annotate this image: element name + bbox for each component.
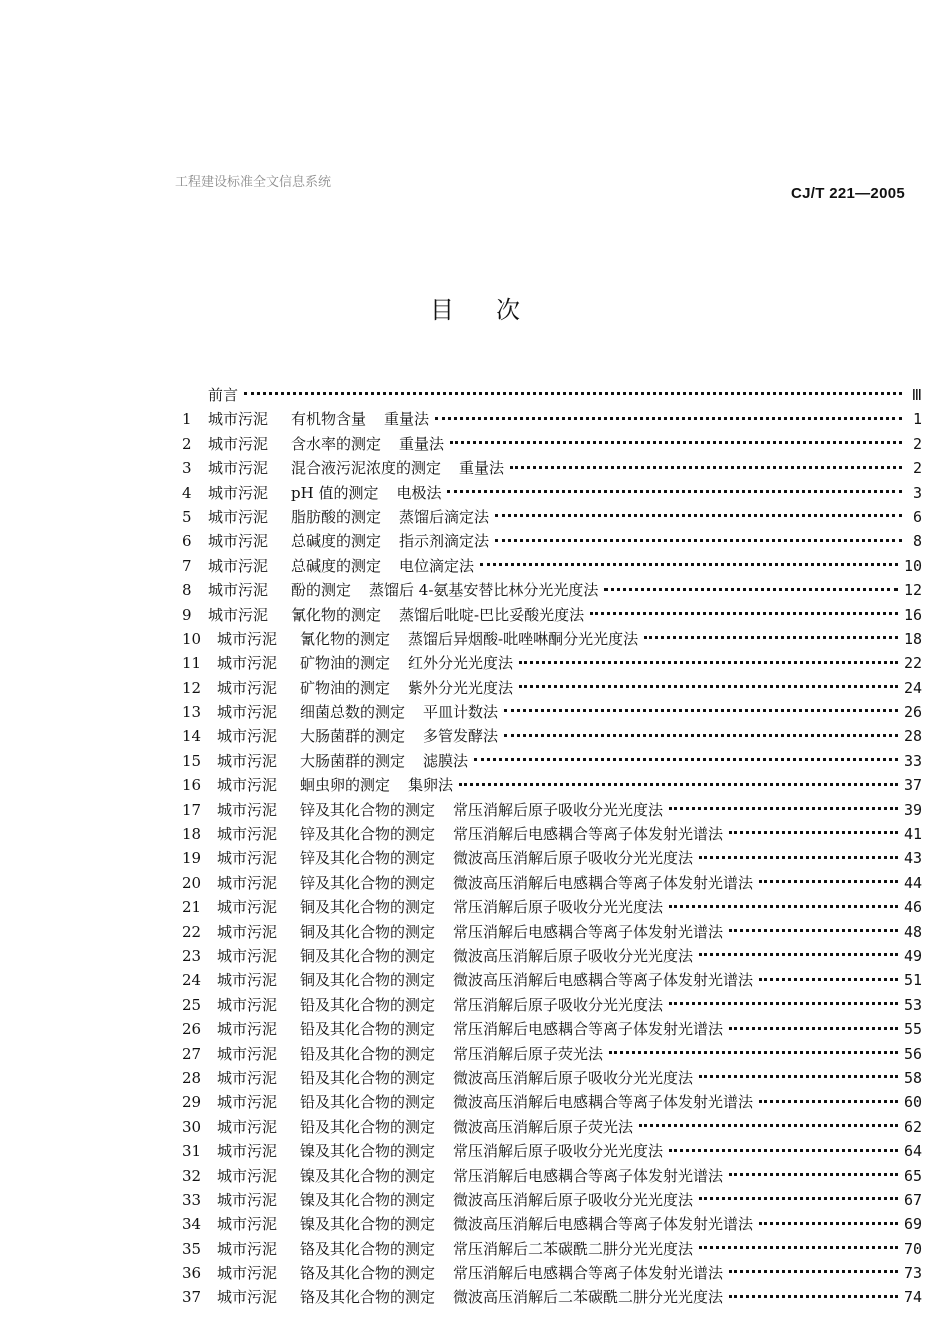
toc-entry[interactable] — [182, 1164, 922, 1188]
toc-leader-dots — [590, 612, 898, 615]
toc-entry-item: 铅及其化合物的测定 — [300, 1093, 436, 1112]
table-of-contents — [182, 383, 922, 1310]
toc-entry-item: 铅及其化合物的测定 — [300, 1020, 436, 1039]
toc-entry-subject: 城市污泥 — [217, 1190, 278, 1209]
toc-entry[interactable] — [182, 700, 922, 724]
toc-leader-dots — [729, 1173, 898, 1176]
toc-entry[interactable] — [182, 1212, 922, 1236]
toc-entry-number: 34 — [182, 1215, 202, 1234]
toc-entry-page: 53 — [903, 995, 922, 1014]
toc-entry-item: pH 值的测定 — [291, 483, 379, 502]
toc-entry-subject: 城市污泥 — [217, 849, 278, 868]
toc-entry-subject: 城市污泥 — [217, 800, 278, 819]
toc-entry-page: 55 — [903, 1020, 922, 1039]
toc-entry-page: 24 — [903, 678, 922, 697]
toc-entry[interactable] — [182, 773, 922, 797]
toc-entry[interactable] — [182, 676, 922, 700]
toc-entry-method: 微波高压消解后电感耦合等离子体发射光谱法 — [453, 1093, 754, 1112]
toc-entry-page: 16 — [903, 605, 922, 624]
toc-entry-item: 镍及其化合物的测定 — [300, 1142, 436, 1161]
toc-entry-item: 铜及其化合物的测定 — [300, 922, 436, 941]
toc-entry-item: 锌及其化合物的测定 — [300, 849, 436, 868]
toc-entry-number: 29 — [182, 1093, 202, 1112]
toc-entry-number: 35 — [182, 1239, 202, 1258]
toc-entry-item: 铬及其化合物的测定 — [300, 1239, 436, 1258]
toc-leader-dots — [729, 1027, 898, 1030]
toc-entry-item: 锌及其化合物的测定 — [300, 825, 436, 844]
toc-entry-item: 氰化物的测定 — [291, 605, 382, 624]
toc-entry-page: 41 — [903, 825, 922, 844]
toc-entry-subject: 城市污泥 — [217, 946, 278, 965]
toc-entry-page: 67 — [903, 1190, 922, 1209]
toc-entry-page: 49 — [903, 946, 922, 965]
toc-leader-dots — [759, 978, 898, 981]
toc-entry-page: 26 — [903, 703, 922, 722]
toc-entry-item: 总碱度的测定 — [291, 556, 382, 575]
toc-entry-subject: 城市污泥 — [217, 776, 278, 795]
toc-entry-subject: 城市污泥 — [217, 703, 278, 722]
toc-entry-method: 平皿计数法 — [423, 703, 499, 722]
toc-entry-page: 48 — [903, 922, 922, 941]
toc-leader-dots — [519, 661, 898, 664]
toc-entry-subject: 城市污泥 — [208, 483, 269, 502]
toc-entry-subject: 城市污泥 — [217, 727, 278, 746]
toc-entry-number: 24 — [182, 971, 202, 990]
toc-entry-subject: 城市污泥 — [217, 1264, 278, 1283]
toc-leader-dots — [504, 709, 898, 712]
toc-entry-number: 36 — [182, 1264, 202, 1283]
toc-leader-dots — [669, 807, 898, 810]
toc-entry[interactable] — [182, 1042, 922, 1066]
toc-entry-subject: 城市污泥 — [217, 995, 278, 1014]
toc-entry-page: 62 — [903, 1117, 922, 1136]
toc-entry-page: 46 — [903, 898, 922, 917]
toc-entry[interactable] — [182, 1115, 922, 1139]
toc-entry-page: 58 — [903, 1068, 922, 1087]
toc-entry-page: 18 — [903, 629, 922, 648]
toc-entry-method: 重量法 — [459, 459, 505, 478]
toc-entry-number: 18 — [182, 825, 202, 844]
toc-entry-method: 微波高压消解后电感耦合等离子体发射光谱法 — [453, 971, 754, 990]
toc-entry-method: 滤膜法 — [423, 751, 469, 770]
toc-entry-subject: 城市污泥 — [208, 410, 269, 429]
toc-entry-page: 74 — [903, 1288, 922, 1307]
toc-entry-number: 11 — [182, 654, 202, 673]
toc-entry-number: 19 — [182, 849, 202, 868]
toc-entry-number: 1 — [182, 410, 192, 429]
toc-entry-page: 12 — [903, 581, 922, 600]
toc-entry-number: 21 — [182, 898, 202, 917]
toc-entry-subject: 前言 — [208, 386, 239, 404]
toc-leader-dots — [639, 1124, 898, 1127]
toc-entry-method: 常压消解后原子吸收分光光度法 — [453, 1142, 664, 1161]
toc-leader-dots — [244, 392, 902, 395]
toc-leader-dots — [495, 514, 902, 517]
toc-entry-item: 氰化物的测定 — [300, 629, 391, 648]
toc-entry-subject: 城市污泥 — [217, 1166, 278, 1185]
toc-entry-subject: 城市污泥 — [208, 434, 269, 453]
toc-leader-dots — [699, 1197, 898, 1200]
toc-entry-method: 微波高压消解后原子吸收分光光度法 — [453, 849, 694, 868]
toc-entry-page: 60 — [903, 1093, 922, 1112]
toc-entry-number: 23 — [182, 946, 202, 965]
toc-leader-dots — [759, 1100, 898, 1103]
toc-entry-method: 常压消解后原子吸收分光光度法 — [453, 800, 664, 819]
page-title: 目次 — [430, 296, 562, 324]
toc-entry-method: 重量法 — [384, 410, 430, 429]
toc-entry[interactable] — [182, 1285, 922, 1309]
toc-entry[interactable] — [182, 724, 922, 748]
toc-entry-item: 锌及其化合物的测定 — [300, 800, 436, 819]
toc-entry-page: 39 — [903, 800, 922, 819]
toc-entry-number: 20 — [182, 873, 202, 892]
toc-entry-page: 51 — [903, 971, 922, 990]
toc-entry-method: 指示剂滴定法 — [399, 532, 490, 551]
toc-entry-page: 37 — [903, 776, 922, 795]
toc-leader-dots — [495, 539, 902, 542]
toc-entry-method: 多管发酵法 — [423, 727, 499, 746]
toc-entry-item: 铜及其化合物的测定 — [300, 971, 436, 990]
toc-entry-item: 细菌总数的测定 — [300, 703, 406, 722]
toc-leader-dots — [729, 831, 898, 834]
toc-entry-method: 常压消解后原子荧光法 — [453, 1044, 604, 1063]
toc-leader-dots — [604, 588, 898, 591]
toc-leader-dots — [435, 417, 902, 420]
toc-entry-method: 微波高压消解后原子吸收分光光度法 — [453, 946, 694, 965]
toc-entry-item: 铅及其化合物的测定 — [300, 995, 436, 1014]
toc-entry-page: 44 — [903, 873, 922, 892]
toc-entry-item: 铅及其化合物的测定 — [300, 1117, 436, 1136]
toc-entry[interactable] — [182, 944, 922, 968]
toc-entry[interactable] — [182, 432, 922, 456]
toc-entry-page: 10 — [903, 556, 922, 575]
toc-entry-method: 集卵法 — [408, 776, 454, 795]
toc-entry-subject: 城市污泥 — [217, 751, 278, 770]
toc-entry-item: 锌及其化合物的测定 — [300, 873, 436, 892]
toc-entry-page: 56 — [903, 1044, 922, 1063]
toc-entry[interactable] — [182, 920, 922, 944]
toc-entry-method: 红外分光光度法 — [408, 654, 514, 673]
toc-entry-page: 33 — [903, 751, 922, 770]
toc-entry-subject: 城市污泥 — [217, 1288, 278, 1307]
toc-entry-subject: 城市污泥 — [217, 873, 278, 892]
toc-entry[interactable] — [182, 383, 922, 407]
toc-entry-page: 43 — [903, 849, 922, 868]
toc-entry-number: 31 — [182, 1142, 202, 1161]
toc-entry[interactable] — [182, 1017, 922, 1041]
toc-leader-dots — [609, 1051, 898, 1054]
toc-entry-subject: 城市污泥 — [217, 1117, 278, 1136]
toc-leader-dots — [699, 1246, 898, 1249]
toc-entry-subject: 城市污泥 — [208, 459, 269, 478]
toc-entry-method: 微波高压消解后原子吸收分光光度法 — [453, 1190, 694, 1209]
toc-entry-method: 常压消解后电感耦合等离子体发射光谱法 — [453, 1264, 724, 1283]
toc-leader-dots — [474, 758, 898, 761]
toc-entry-method: 常压消解后原子吸收分光光度法 — [453, 898, 664, 917]
toc-entry-method: 重量法 — [399, 434, 445, 453]
toc-entry-page: 69 — [903, 1215, 922, 1234]
toc-entry-item: 脂肪酸的测定 — [291, 507, 382, 526]
toc-entry-method: 电极法 — [396, 483, 442, 502]
toc-entry-page: 6 — [912, 507, 922, 526]
toc-leader-dots — [644, 636, 898, 639]
toc-leader-dots — [699, 1075, 898, 1078]
toc-entry-page: Ⅲ — [911, 386, 922, 404]
toc-entry-number: 7 — [182, 556, 192, 575]
toc-entry[interactable] — [182, 481, 922, 505]
toc-entry-method: 蒸馏后异烟酸-吡唑啉酮分光光度法 — [408, 629, 639, 648]
toc-entry-method: 常压消解后电感耦合等离子体发射光谱法 — [453, 825, 724, 844]
toc-entry[interactable] — [182, 846, 922, 870]
toc-entry-item: 有机物含量 — [291, 410, 367, 429]
toc-entry-page: 64 — [903, 1142, 922, 1161]
toc-entry-number: 37 — [182, 1288, 202, 1307]
toc-entry-number: 30 — [182, 1117, 202, 1136]
toc-entry-number: 10 — [182, 629, 202, 648]
toc-leader-dots — [699, 953, 898, 956]
toc-entry-page: 65 — [903, 1166, 922, 1185]
toc-entry-subject: 城市污泥 — [217, 629, 278, 648]
toc-entry-page: 22 — [903, 654, 922, 673]
toc-entry-number: 12 — [182, 678, 202, 697]
toc-entry-method: 常压消解后二苯碳酰二肼分光光度法 — [453, 1239, 694, 1258]
toc-entry[interactable] — [182, 968, 922, 992]
toc-entry-method: 微波高压消解后二苯碳酰二肼分光光度法 — [453, 1288, 724, 1307]
toc-leader-dots — [729, 1270, 898, 1273]
toc-entry[interactable] — [182, 603, 922, 627]
toc-entry-item: 镍及其化合物的测定 — [300, 1190, 436, 1209]
toc-entry-method: 常压消解后电感耦合等离子体发射光谱法 — [453, 1020, 724, 1039]
toc-entry-subject: 城市污泥 — [217, 1239, 278, 1258]
toc-entry-subject: 城市污泥 — [217, 1068, 278, 1087]
toc-entry-method: 蒸馏后滴定法 — [399, 507, 490, 526]
toc-leader-dots — [669, 905, 898, 908]
toc-leader-dots — [669, 1149, 898, 1152]
toc-entry-method: 蒸馏后吡啶-巴比妥酸光度法 — [399, 605, 585, 624]
toc-entry-item: 大肠菌群的测定 — [300, 751, 406, 770]
toc-leader-dots — [459, 783, 898, 786]
toc-leader-dots — [510, 466, 902, 469]
toc-entry-page: 8 — [912, 532, 922, 551]
toc-entry-item: 铜及其化合物的测定 — [300, 898, 436, 917]
toc-entry-method: 常压消解后原子吸收分光光度法 — [453, 995, 664, 1014]
toc-entry[interactable] — [182, 1090, 922, 1114]
toc-entry-method: 微波高压消解后电感耦合等离子体发射光谱法 — [453, 873, 754, 892]
toc-leader-dots — [759, 880, 898, 883]
toc-entry-page: 73 — [903, 1264, 922, 1283]
toc-entry-subject: 城市污泥 — [208, 581, 269, 600]
toc-entry[interactable] — [182, 1139, 922, 1163]
toc-entry-page: 1 — [912, 410, 922, 429]
toc-entry-page: 28 — [903, 727, 922, 746]
toc-entry-number: 13 — [182, 703, 202, 722]
toc-leader-dots — [669, 1002, 898, 1005]
toc-entry-item: 矿物油的测定 — [300, 654, 391, 673]
toc-leader-dots — [519, 685, 898, 688]
toc-entry-method: 常压消解后电感耦合等离子体发射光谱法 — [453, 922, 724, 941]
toc-leader-dots — [729, 929, 898, 932]
toc-entry-subject: 城市污泥 — [217, 1020, 278, 1039]
toc-entry-item: 蛔虫卵的测定 — [300, 776, 391, 795]
standard-number: CJ/T 221—2005 — [791, 185, 905, 202]
toc-entry-page: 3 — [912, 483, 922, 502]
toc-entry-method: 常压消解后电感耦合等离子体发射光谱法 — [453, 1166, 724, 1185]
toc-entry[interactable] — [182, 822, 922, 846]
toc-leader-dots — [729, 1295, 898, 1298]
toc-leader-dots — [759, 1222, 898, 1225]
toc-leader-dots — [699, 856, 898, 859]
toc-entry-number: 26 — [182, 1020, 202, 1039]
toc-entry[interactable] — [182, 554, 922, 578]
toc-entry[interactable] — [182, 529, 922, 553]
toc-entry[interactable] — [182, 1237, 922, 1261]
toc-entry-number: 22 — [182, 922, 202, 941]
toc-entry-number: 3 — [182, 459, 192, 478]
toc-entry[interactable] — [182, 627, 922, 651]
toc-entry-number: 4 — [182, 483, 192, 502]
watermark-text: 工程建设标准全文信息系统 — [175, 175, 332, 190]
toc-entry-item: 铅及其化合物的测定 — [300, 1068, 436, 1087]
toc-leader-dots — [480, 563, 898, 566]
toc-entry-item: 铅及其化合物的测定 — [300, 1044, 436, 1063]
toc-entry-number: 17 — [182, 800, 202, 819]
toc-entry[interactable] — [182, 871, 922, 895]
toc-entry-item: 总碱度的测定 — [291, 532, 382, 551]
toc-entry-number: 2 — [182, 434, 192, 453]
toc-entry-method: 微波高压消解后原子荧光法 — [453, 1117, 634, 1136]
toc-entry-subject: 城市污泥 — [217, 1215, 278, 1234]
toc-entry[interactable] — [182, 749, 922, 773]
toc-entry-item: 大肠菌群的测定 — [300, 727, 406, 746]
toc-entry-number: 8 — [182, 581, 192, 600]
toc-entry[interactable] — [182, 1261, 922, 1285]
toc-entry[interactable] — [182, 1066, 922, 1090]
toc-entry-number: 32 — [182, 1166, 202, 1185]
toc-entry-method: 蒸馏后 4-氨基安替比林分光光度法 — [369, 581, 599, 600]
toc-entry-number: 14 — [182, 727, 202, 746]
toc-entry-item: 矿物油的测定 — [300, 678, 391, 697]
toc-entry-number: 16 — [182, 776, 202, 795]
toc-entry-subject: 城市污泥 — [208, 605, 269, 624]
toc-entry-number: 25 — [182, 995, 202, 1014]
toc-entry-number: 5 — [182, 507, 192, 526]
toc-entry-item: 铜及其化合物的测定 — [300, 946, 436, 965]
toc-entry[interactable] — [182, 456, 922, 480]
toc-entry-number: 27 — [182, 1044, 202, 1063]
toc-entry-item: 酚的测定 — [291, 581, 352, 600]
toc-entry-number: 33 — [182, 1190, 202, 1209]
toc-entry-method: 微波高压消解后原子吸收分光光度法 — [453, 1068, 694, 1087]
toc-entry-subject: 城市污泥 — [208, 556, 269, 575]
toc-entry-page: 70 — [903, 1239, 922, 1258]
toc-entry-number: 6 — [182, 532, 192, 551]
toc-entry[interactable] — [182, 578, 922, 602]
toc-entry-subject: 城市污泥 — [217, 654, 278, 673]
toc-entry-page: 2 — [912, 434, 922, 453]
toc-entry-subject: 城市污泥 — [217, 825, 278, 844]
toc-entry-item: 铬及其化合物的测定 — [300, 1264, 436, 1283]
toc-entry-item: 镍及其化合物的测定 — [300, 1166, 436, 1185]
toc-entry-method: 电位滴定法 — [399, 556, 475, 575]
toc-leader-dots — [447, 490, 902, 493]
toc-entry-item: 镍及其化合物的测定 — [300, 1215, 436, 1234]
toc-entry-subject: 城市污泥 — [217, 898, 278, 917]
toc-entry[interactable] — [182, 407, 922, 431]
toc-entry-number: 9 — [182, 605, 192, 624]
toc-entry-number: 15 — [182, 751, 202, 770]
toc-entry[interactable] — [182, 651, 922, 675]
toc-entry-subject: 城市污泥 — [217, 1044, 278, 1063]
toc-entry-subject: 城市污泥 — [208, 532, 269, 551]
toc-entry[interactable] — [182, 993, 922, 1017]
toc-entry[interactable] — [182, 895, 922, 919]
toc-entry-subject: 城市污泥 — [217, 971, 278, 990]
toc-entry-item: 铬及其化合物的测定 — [300, 1288, 436, 1307]
toc-entry-subject: 城市污泥 — [217, 1142, 278, 1161]
toc-entry-subject: 城市污泥 — [217, 1093, 278, 1112]
toc-entry-item: 混合液污泥浓度的测定 — [291, 459, 442, 478]
toc-entry[interactable] — [182, 505, 922, 529]
toc-leader-dots — [450, 441, 902, 444]
toc-entry[interactable] — [182, 798, 922, 822]
toc-entry-method: 微波高压消解后电感耦合等离子体发射光谱法 — [453, 1215, 754, 1234]
toc-leader-dots — [504, 734, 898, 737]
toc-entry-subject: 城市污泥 — [208, 507, 269, 526]
toc-entry-subject: 城市污泥 — [217, 678, 278, 697]
toc-entry[interactable] — [182, 1188, 922, 1212]
toc-entry-subject: 城市污泥 — [217, 922, 278, 941]
toc-entry-method: 紫外分光光度法 — [408, 678, 514, 697]
toc-entry-page: 2 — [912, 459, 922, 478]
toc-entry-item: 含水率的测定 — [291, 434, 382, 453]
toc-entry-number: 28 — [182, 1068, 202, 1087]
